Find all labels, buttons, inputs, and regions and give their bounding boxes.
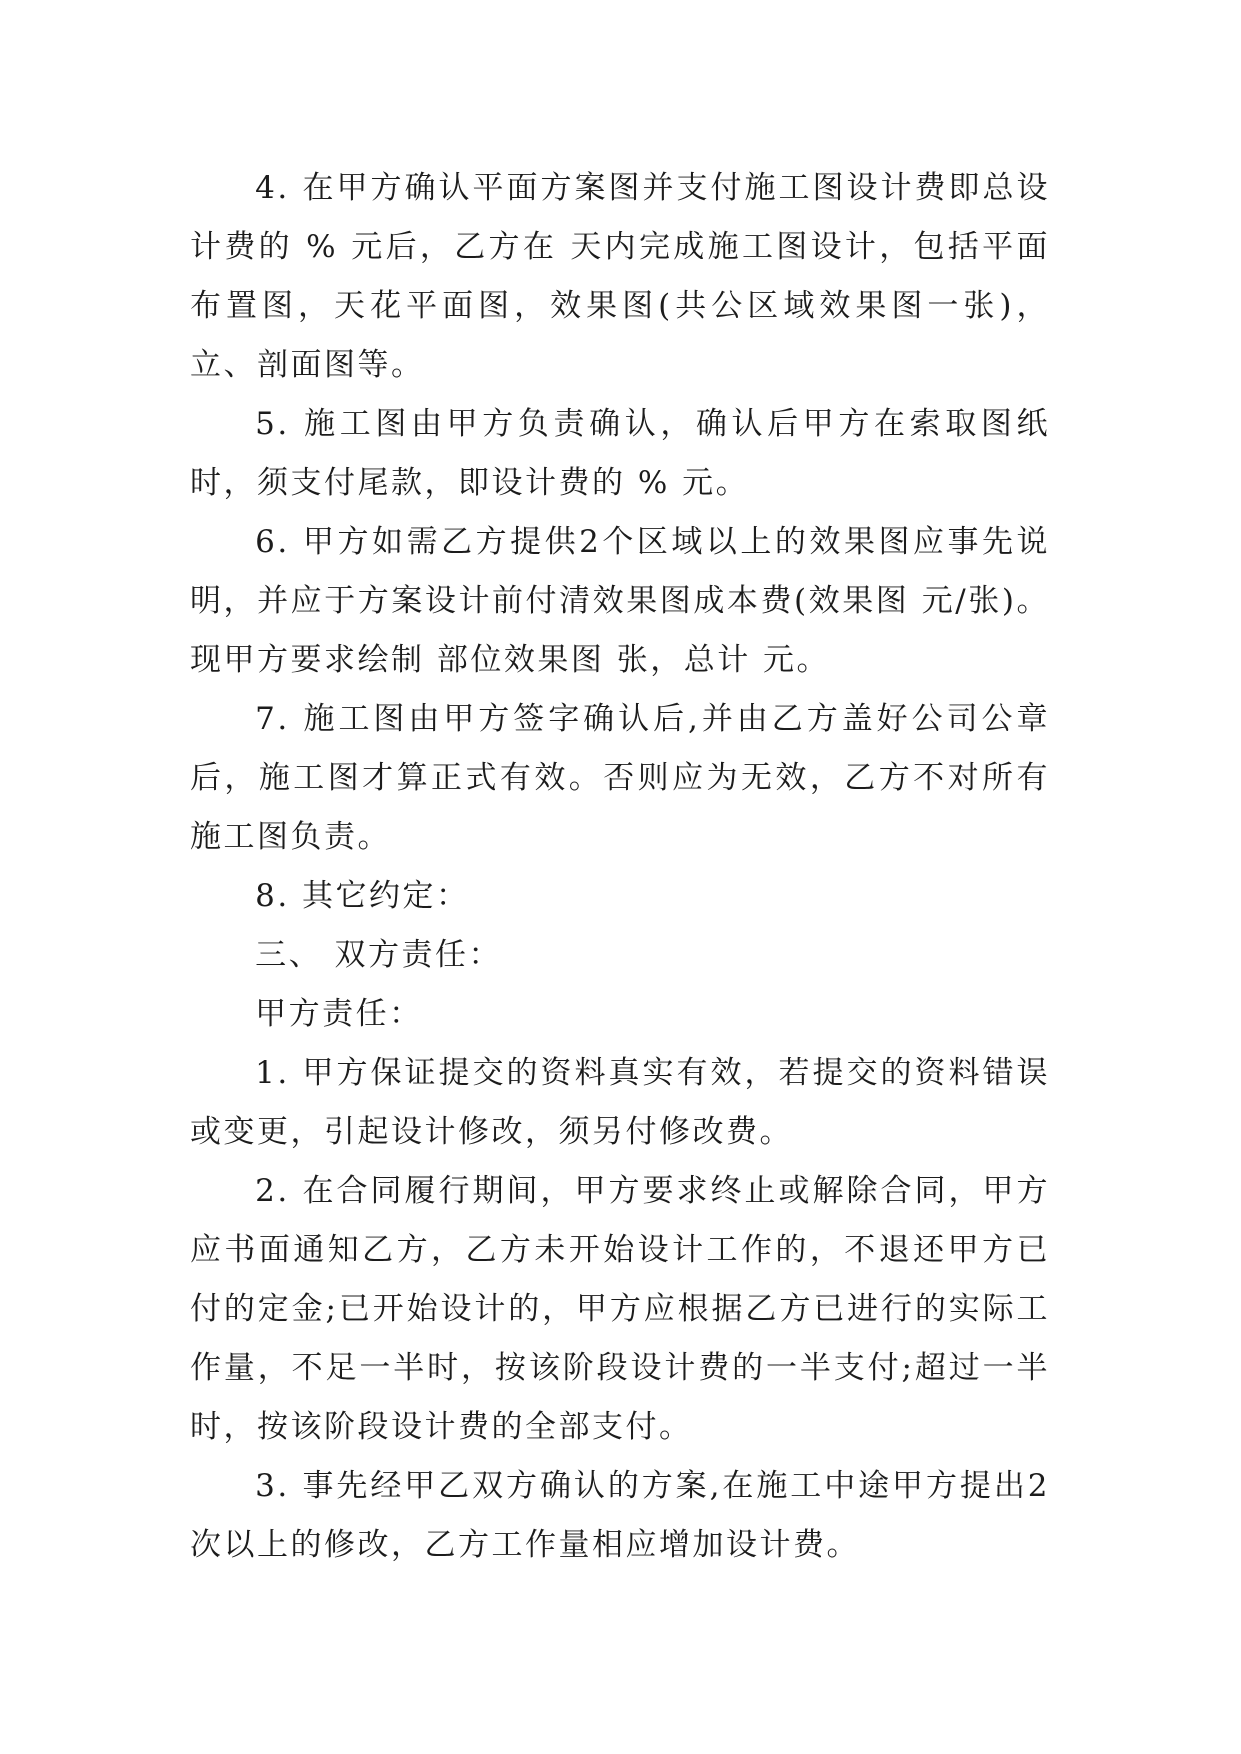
- clause-6-paragraph: 6. 甲方如需乙方提供2个区域以上的效果图应事先说明，并应于方案设计前付清效果图成本费(效果图 元/张)。现甲方要求绘制 部位效果图 张，总计 元。: [190, 524, 1050, 678]
- clause-4-paragraph: 4. 在甲方确认平面方案图并支付施工图设计费即总设计费的 % 元后，乙方在 天内完成施工图设计，包括平面布置图，天花平面图，效果图(共公区域效果图一张)，立、剖面图等。: [190, 170, 1050, 383]
- party-a-duty-2-paragraph: 2. 在合同履行期间，甲方要求终止或解除合同，甲方应书面通知乙方，乙方未开始设计工作的，不退还甲方已付的定金;已开始设计的，甲方应根据乙方已进行的实际工作量，不足一半时，按该阶段设计费的一半支付;超过一半时，按该阶段设计费的全部支付。: [190, 1173, 1050, 1445]
- clause-5-paragraph: 5. 施工图由甲方负责确认，确认后甲方在索取图纸时，须支付尾款，即设计费的 % 元。: [190, 406, 1050, 501]
- clause-8-paragraph: 8. 其它约定：: [255, 878, 470, 914]
- clause-7-paragraph: 7. 施工图由甲方签字确认后,并由乙方盖好公司公章后，施工图才算正式有效。否则应为无效，乙方不对所有施工图负责。: [190, 701, 1050, 855]
- section-heading: 三、 双方责任：: [255, 937, 502, 973]
- party-a-duty-1-paragraph: 1. 甲方保证提交的资料真实有效，若提交的资料错误或变更，引起设计修改，须另付修改费。: [190, 1055, 1050, 1150]
- party-a-duty-3-paragraph: 3. 事先经甲乙双方确认的方案,在施工中途甲方提出2次以上的修改，乙方工作量相应增加设计费。: [190, 1468, 1050, 1563]
- subsection-heading: 甲方责任：: [255, 996, 423, 1032]
- document-body: [190, 159, 1050, 1575]
